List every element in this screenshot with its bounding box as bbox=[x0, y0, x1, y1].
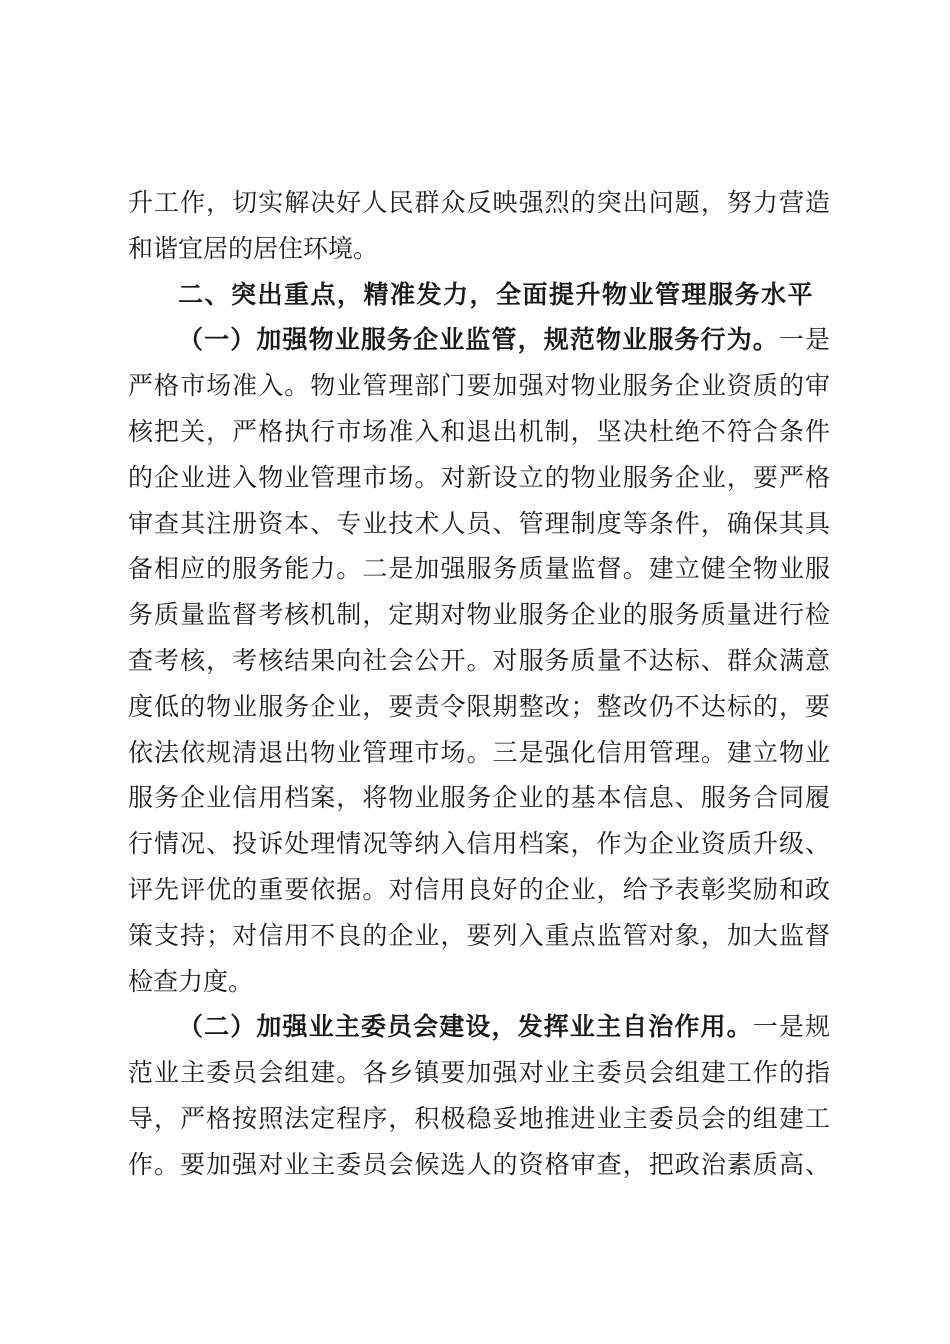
document-body bbox=[128, 180, 830, 1188]
paragraph-text: 一是 bbox=[778, 325, 830, 355]
section-heading: 二、突出重点，精准发力，全面提升物业管理服务水平 bbox=[178, 279, 815, 309]
subsection-heading: （二）加强业主委员会建设，发挥业主自治作用。 bbox=[178, 1012, 753, 1042]
paragraph-line: 检查力度。 bbox=[128, 966, 254, 996]
paragraph-text: 一是规 bbox=[752, 1012, 830, 1042]
paragraph-line: 严格市场准入。物业管理部门要加强对物业服务企业资质的审 bbox=[128, 371, 830, 401]
paragraph-first-line bbox=[128, 317, 830, 363]
paragraph-line: 服务企业信用档案，将物业服务企业的基本信息、服务合同履 bbox=[128, 783, 830, 813]
paragraph-line: 升工作，切实解决好人民群众反映强烈的突出问题，努力营造 bbox=[128, 188, 830, 217]
paragraph-line: 和谐宜居的居住环境。 bbox=[128, 233, 379, 263]
paragraph-line: 度低的物业服务企业，要责令限期整改；整改仍不达标的，要 bbox=[128, 691, 830, 721]
paragraph-line: 策支持；对信用不良的企业，要列入重点监管对象，加大监督 bbox=[128, 920, 830, 950]
paragraph-line: 备相应的服务能力。二是加强服务质量监督。建立健全物业服 bbox=[128, 554, 830, 584]
paragraph-line: 范业主委员会组建。各乡镇要加强对业主委员会组建工作的指 bbox=[128, 1058, 830, 1088]
paragraph-line: 审查其注册资本、专业技术人员、管理制度等条件，确保其具 bbox=[128, 508, 830, 538]
paragraph-line: 导，严格按照法定程序，积极稳妥地推进业主委员会的组建工 bbox=[128, 1103, 830, 1133]
paragraph-line: 行情况、投诉处理情况等纳入信用档案，作为企业资质升级、 bbox=[128, 829, 830, 859]
paragraph-line: 务质量监督考核机制，定期对物业服务企业的服务质量进行检 bbox=[128, 600, 830, 630]
paragraph-line: 作。要加强对业主委员会候选人的资格审查，把政治素质高、 bbox=[128, 1149, 830, 1179]
paragraph-line: 依法依规清退出物业管理市场。三是强化信用管理。建立物业 bbox=[128, 737, 830, 767]
paragraph-line: 核把关，严格执行市场准入和退出机制，坚决杜绝不符合条件 bbox=[128, 416, 830, 446]
paragraph-line: 评先评优的重要依据。对信用良好的企业，给予表彰奖励和政 bbox=[128, 874, 830, 904]
paragraph-line: 的企业进入物业管理市场。对新设立的物业服务企业，要严格 bbox=[128, 462, 830, 492]
paragraph-line: 查考核，考核结果向社会公开。对服务质量不达标、群众满意 bbox=[128, 645, 830, 675]
paragraph-first-line bbox=[128, 1004, 830, 1050]
subsection-heading: （一）加强物业服务企业监管，规范物业服务行为。 bbox=[178, 325, 779, 355]
